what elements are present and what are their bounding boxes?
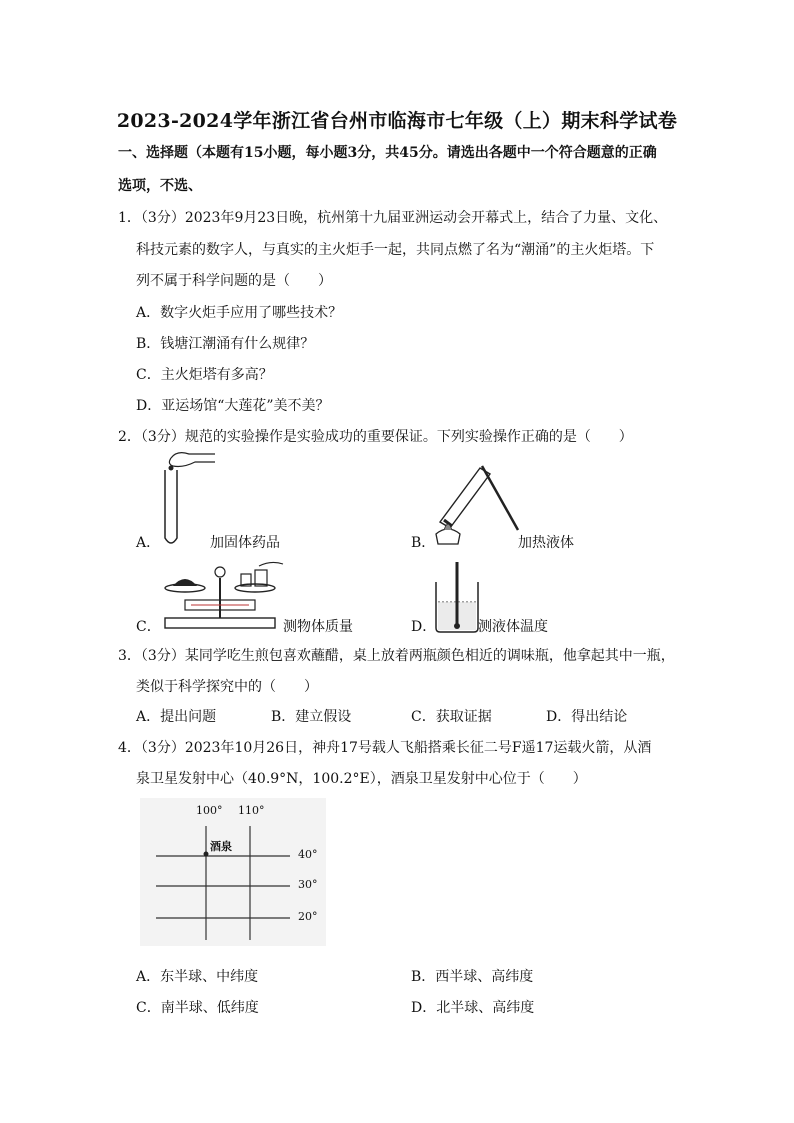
lon-label-100: 100° (196, 804, 223, 817)
q4-option-a[interactable]: A．东半球、中纬度 (136, 969, 259, 985)
q3-stem-line1: 3．（3分）某同学吃生煎包喜欢蘸醋，桌上放着两瓶颜色相近的调味瓶，他拿起其中一瓶， (118, 648, 675, 664)
q2-option-d-caption: 测液体温度 (478, 619, 548, 635)
lat-label-40: 40° (298, 848, 318, 861)
q4-option-c[interactable]: C．南半球、低纬度 (136, 1000, 259, 1016)
q3-option-b[interactable]: B．建立假设 (271, 709, 352, 725)
q4-stem-line1: 4．（3分）2023年10月26日，神舟17号载人飞船搭乘长征二号F遥17运载火箭，从酒 (118, 740, 652, 756)
q2-stem: 2．（3分）规范的实验操作是实验成功的重要保证。下列实验操作正确的是（ ） (118, 429, 633, 445)
q2-option-c[interactable]: C． (136, 619, 161, 635)
q4-option-d[interactable]: D．北半球、高纬度 (411, 1000, 535, 1016)
q4-stem-line2: 泉卫星发射中心（40.9°N，100.2°E），酒泉卫星发射中心位于（ ） (136, 771, 587, 787)
q4-map-grid (140, 798, 326, 946)
q1-stem-line2: 科技元素的数字人，与真实的主火炬手一起，共同点燃了名为“潮涌”的主火炬塔。下 (136, 242, 655, 258)
q1-option-c[interactable]: C．主火炬塔有多高？ (136, 367, 273, 383)
q2-option-b[interactable]: B． (411, 535, 436, 551)
section-heading-line1: 一、选择题（本题有15小题，每小题3分，共45分。请选出各题中一个符合题意的正确 (118, 145, 657, 161)
q2-option-b-caption: 加热液体 (518, 535, 574, 551)
place-label: 酒泉 (210, 840, 232, 853)
lat-label-30: 30° (298, 878, 318, 891)
page-title: 2023-2024学年浙江省台州市临海市七年级（上）期末科学试卷 (116, 110, 678, 132)
section-heading-line2: 选项，不选、 (118, 178, 202, 194)
lat-label-20: 20° (298, 910, 318, 923)
q4-option-b[interactable]: B．西半球、高纬度 (411, 969, 534, 985)
q3-stem-line2: 类似于科学探究中的（ ） (136, 679, 318, 695)
q1-option-d[interactable]: D．亚运场馆“大莲花”美不美？ (136, 398, 330, 414)
q1-stem-line1: 1．（3分）2023年9月23日晚，杭州第十九届亚洲运动会开幕式上，结合了力量、文化、 (118, 210, 668, 226)
q3-option-d[interactable]: D．得出结论 (546, 709, 628, 725)
q2-option-a[interactable]: A． (136, 535, 161, 551)
q1-option-a[interactable]: A．数字火炬手应用了哪些技术？ (136, 305, 343, 321)
fig-heat-liquid-icon (430, 460, 530, 550)
q1-stem-line3: 列不属于科学问题的是（ ） (136, 273, 332, 289)
q3-option-a[interactable]: A．提出问题 (136, 709, 217, 725)
fig-balance-icon (155, 558, 285, 633)
q2-option-d[interactable]: D． (411, 619, 437, 635)
q3-option-c[interactable]: C．获取证据 (411, 709, 492, 725)
q2-option-a-caption: 加固体药品 (210, 535, 280, 551)
q1-option-b[interactable]: B．钱塘江潮涌有什么规律？ (136, 336, 315, 352)
q2-option-c-caption: 测物体质量 (283, 619, 353, 635)
fig-thermometer-icon (432, 560, 482, 635)
lon-label-110: 110° (238, 804, 265, 817)
q4-map (140, 798, 326, 946)
jiuquan-marker (204, 852, 209, 857)
